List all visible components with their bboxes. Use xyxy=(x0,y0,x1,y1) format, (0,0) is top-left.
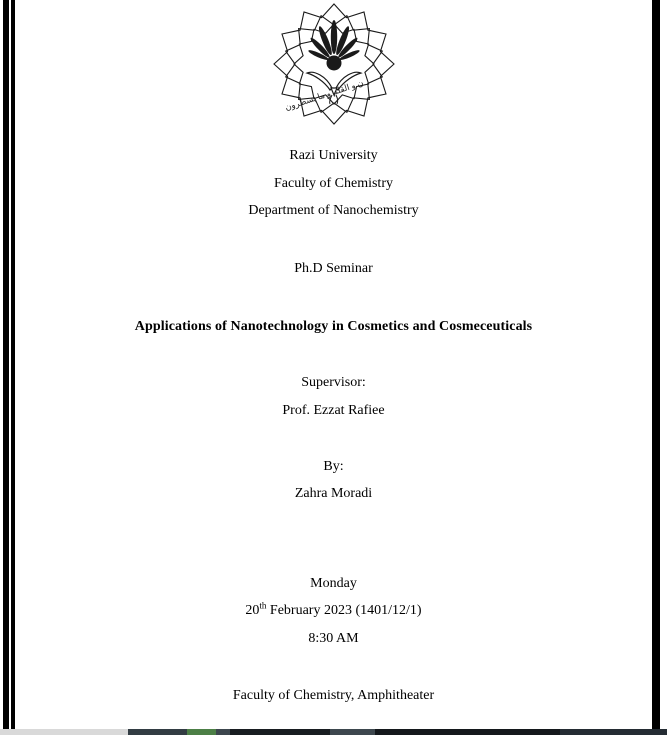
bottom-bar-segment xyxy=(0,729,128,735)
seminar-time: 8:30 AM xyxy=(308,631,359,646)
presenter-name: Zahra Moradi xyxy=(294,486,373,501)
supervisor-name: Prof. Ezzat Rafiee xyxy=(282,403,385,418)
department-name: Department of Nanochemistry xyxy=(248,203,419,218)
bottom-bar-segment xyxy=(330,729,375,735)
date-ordinal: th xyxy=(259,600,267,611)
logo-center-dot xyxy=(326,56,341,71)
seminar-day: Monday xyxy=(310,576,357,591)
logo-calligraphy: ن و القلم و ما يسطرون xyxy=(283,77,365,113)
date-day: 20 xyxy=(245,603,260,618)
by-label: By: xyxy=(323,459,344,474)
bottom-bar-segment xyxy=(187,729,216,735)
faculty-name: Faculty of Chemistry xyxy=(274,176,393,191)
bottom-bar-segment xyxy=(216,729,230,735)
logo-rays xyxy=(307,20,360,62)
page-edge-right xyxy=(652,0,660,729)
logo-ray xyxy=(330,20,336,54)
bottom-bar-segment xyxy=(375,729,560,735)
bottom-bar-segment xyxy=(128,729,187,735)
university-name: Razi University xyxy=(289,148,378,163)
page-edge-left-outer xyxy=(3,0,9,729)
bottom-bar-segment xyxy=(230,729,330,735)
bottom-bar-segment xyxy=(560,729,667,735)
seminar-location: Faculty of Chemistry, Amphitheater xyxy=(232,688,435,703)
supervisor-label: Supervisor: xyxy=(301,375,366,390)
date-rest: February 2023 (1401/12/1) xyxy=(266,603,422,618)
seminar-type: Ph.D Seminar xyxy=(294,261,373,276)
bottom-bar[interactable] xyxy=(0,729,667,735)
razi-university-emblem-icon xyxy=(268,2,400,136)
seminar-date xyxy=(15,602,652,620)
university-logo xyxy=(15,2,652,136)
seminar-title: Applications of Nanotechnology in Cosmetics and Cosmeceuticals xyxy=(134,319,533,334)
